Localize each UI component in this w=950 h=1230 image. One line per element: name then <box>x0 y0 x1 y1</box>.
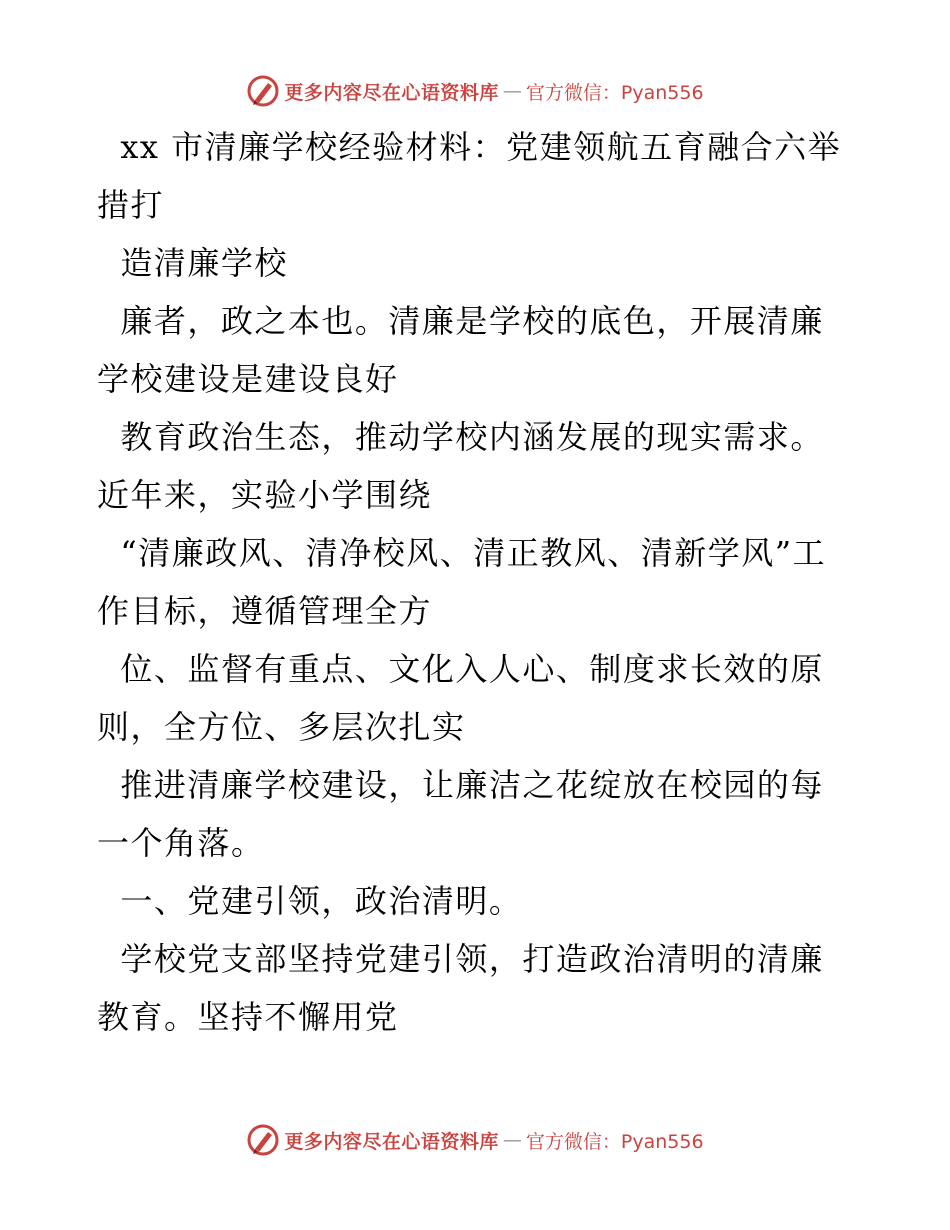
paragraph-title: xx 市清廉学校经验材料：党建领航五育融合六举措打 <box>97 128 842 224</box>
paragraph: “清廉政风、清净校风、清正教风、清新学风”工作目标，遵循管理全方 <box>97 534 827 630</box>
section-heading: 一、党建引领，政治清明。 <box>97 882 523 920</box>
paragraph-title-continued: 造清廉学校 <box>97 244 288 282</box>
paragraph: 教育政治生态，推动学校内涵发展的现实需求。近年来，实验小学围绕 <box>97 418 824 514</box>
banner-separator: — <box>502 1129 522 1151</box>
pen-logo-icon <box>246 1123 280 1157</box>
paragraph: 学校党支部坚持党建引领，打造政治清明的清廉教育。坚持不懈用党 <box>97 940 824 1036</box>
document-body <box>97 118 857 1046</box>
pen-logo-icon <box>246 74 280 108</box>
footer-watermark <box>0 1120 950 1160</box>
banner-main-text: 更多内容尽在心语资料库 <box>284 81 499 104</box>
paragraph: 廉者，政之本也。清廉是学校的底色，开展清廉学校建设是建设良好 <box>97 302 824 398</box>
header-watermark <box>0 71 950 111</box>
banner-wechat-text: 官方微信：Pyan556 <box>525 1130 704 1153</box>
paragraph: 位、监督有重点、文化入人心、制度求长效的原则，全方位、多层次扎实 <box>97 650 824 746</box>
banner-separator: — <box>502 80 522 102</box>
banner-main-text: 更多内容尽在心语资料库 <box>284 1130 499 1153</box>
banner-wechat-text: 官方微信：Pyan556 <box>525 81 704 104</box>
paragraph: 推进清廉学校建设，让廉洁之花绽放在校园的每一个角落。 <box>97 766 824 862</box>
